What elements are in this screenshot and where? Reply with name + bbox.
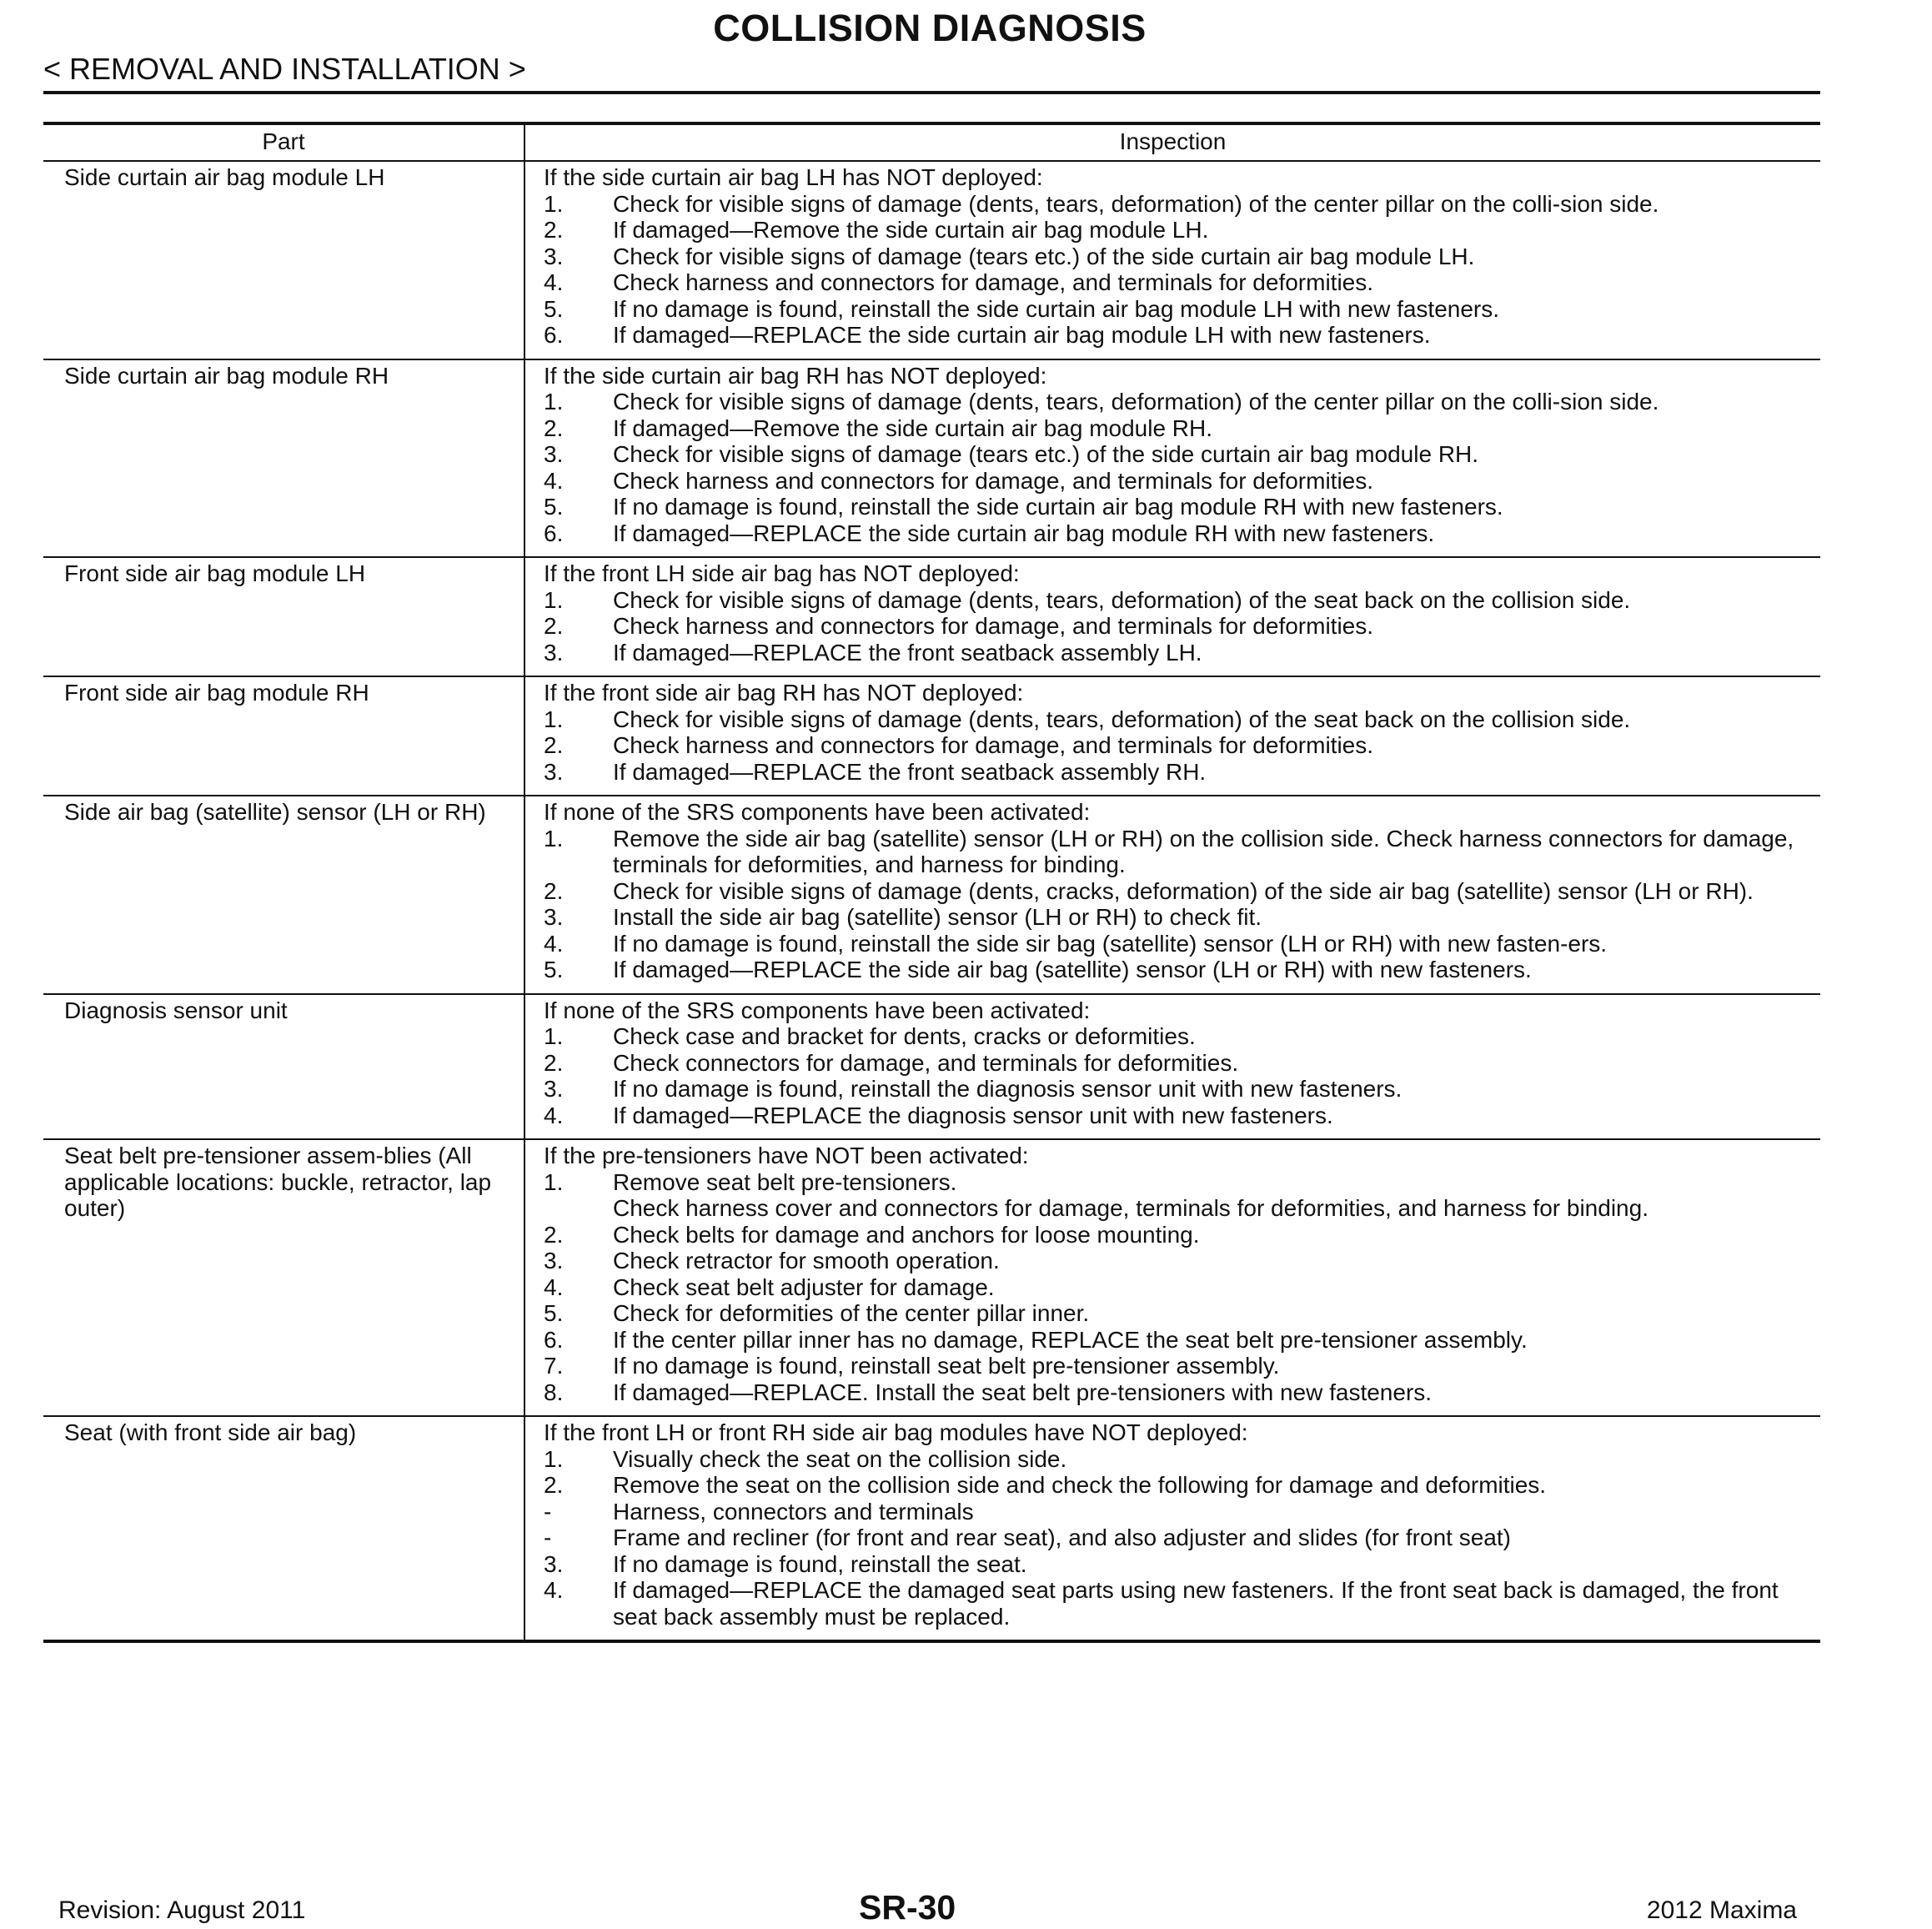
- step-number: 1.: [544, 1023, 564, 1049]
- inspection-step: [544, 957, 1804, 983]
- table-row: [43, 796, 1820, 994]
- step-number: 1.: [544, 389, 564, 414]
- inspection-cell: [524, 557, 1820, 676]
- inspection-condition: If the front LH or front RH side air bag modules have NOT deployed:: [544, 1419, 1248, 1445]
- step-number: 7.: [544, 1353, 564, 1379]
- step-text: If no damage is found, reinstall the diagnosis sensor unit with new fasteners.: [613, 1076, 1403, 1102]
- inspection-step: [544, 613, 1804, 640]
- inspection-table: [43, 122, 1820, 1643]
- step-number: 2.: [544, 732, 564, 758]
- step-text: Check for deformities of the center pillar inner.: [613, 1300, 1090, 1326]
- part-cell: Side curtain air bag module RH: [43, 359, 524, 558]
- inspection-cell: [524, 1139, 1820, 1416]
- part-cell: Front side air bag module LH: [43, 557, 524, 676]
- part-cell: Front side air bag module RH: [43, 676, 524, 796]
- step-number: 4.: [544, 930, 564, 957]
- table-row: [43, 994, 1820, 1140]
- step-number: 2.: [544, 1049, 564, 1076]
- step-number: -: [544, 1525, 552, 1550]
- step-text: Check for visible signs of damage (tears etc.) of the side curtain air bag module LH.: [613, 243, 1475, 269]
- step-text: Check case and bracket for dents, cracks or deformities.: [613, 1023, 1196, 1049]
- step-number: 4.: [544, 1102, 564, 1128]
- step-number: 2.: [544, 877, 564, 904]
- step-text: Check harness cover and connectors for damage, terminals for deformities, and harness for binding.: [613, 1195, 1648, 1221]
- step-number: 6.: [544, 520, 564, 546]
- step-number: 1.: [544, 1445, 564, 1472]
- part-cell: Seat belt pre-tensioner assem-blies (All applicable locations: buckle, retractor, lap outer): [43, 1139, 524, 1416]
- inspection-step: [544, 1379, 1804, 1406]
- inspection-step: [544, 217, 1804, 244]
- table-row: [43, 676, 1820, 796]
- step-number: 4.: [544, 269, 564, 295]
- step-text: If damaged—REPLACE the side air bag (satellite) sensor (LH or RH) with new fasteners.: [613, 957, 1532, 982]
- footer-page-number: SR-30: [859, 1888, 956, 1926]
- step-text: Check for visible signs of damage (dents, tears, deformation) of the center pillar on the colli-sion side.: [613, 389, 1659, 414]
- step-number: 3.: [544, 904, 564, 930]
- inspection-step: [544, 468, 1804, 495]
- inspection-step: [544, 904, 1804, 931]
- step-text: If damaged—REPLACE the front seatback assembly LH.: [613, 639, 1202, 666]
- table-row: [43, 359, 1820, 558]
- step-text: If the center pillar inner has no damage, REPLACE the seat belt pre-tensioner assembly.: [613, 1326, 1528, 1353]
- inspection-cell: [524, 796, 1820, 994]
- step-number: [544, 1195, 613, 1222]
- step-text: Harness, connectors and terminals: [613, 1498, 974, 1525]
- step-text: If damaged—REPLACE the diagnosis sensor unit with new fasteners.: [613, 1102, 1333, 1128]
- inspection-step: [544, 389, 1804, 415]
- table-row: [43, 1416, 1820, 1641]
- inspection-step: [544, 759, 1804, 786]
- inspection-step: [544, 1248, 1804, 1274]
- footer-model: 2012 Maxima: [1646, 1896, 1797, 1924]
- inspection-step: [544, 494, 1804, 520]
- step-text: Check harness and connectors for damage, and terminals for deformities.: [613, 269, 1374, 295]
- inspection-condition: If none of the SRS components have been activated:: [544, 799, 1091, 825]
- inspection-step: [544, 1103, 1804, 1129]
- part-cell: Seat (with front side air bag): [43, 1416, 524, 1641]
- inspection-step: [544, 1023, 1804, 1050]
- inspection-step: [544, 415, 1804, 442]
- step-text: If no damage is found, reinstall the side sir bag (satellite) sensor (LH or RH) with new fasten-ers.: [613, 930, 1608, 957]
- inspection-step: [544, 191, 1804, 218]
- inspection-step: [544, 1076, 1804, 1103]
- inspection-cell: [524, 1416, 1820, 1641]
- inspection-step: [544, 244, 1804, 270]
- step-number: 3.: [544, 1550, 564, 1577]
- table-header-row: [43, 123, 1820, 161]
- part-cell: Side curtain air bag module LH: [43, 161, 524, 359]
- step-number: -: [544, 1498, 552, 1525]
- inspection-condition: If the pre-tensioners have NOT been activated:: [544, 1143, 1029, 1168]
- inspection-step: [544, 640, 1804, 666]
- column-header-inspection: Inspection: [524, 123, 1820, 161]
- inspection-condition: If the front side air bag RH has NOT deployed:: [544, 680, 1024, 706]
- inspection-step: [544, 1472, 1804, 1499]
- step-number: 2.: [544, 613, 564, 639]
- inspection-step: [544, 1050, 1804, 1077]
- inspection-condition: If the side curtain air bag RH has NOT deployed:: [544, 362, 1047, 389]
- part-cell: Side air bag (satellite) sensor (LH or RH): [43, 796, 524, 994]
- step-number: 2.: [544, 414, 564, 441]
- step-text: If damaged—REPLACE. Install the seat belt pre-tensioners with new fasteners.: [613, 1379, 1433, 1405]
- step-text: Remove the seat on the collision side and check the following for damage and deformities.: [613, 1472, 1547, 1498]
- inspection-step: [544, 1169, 1804, 1196]
- step-number: 3.: [544, 639, 564, 666]
- step-number: 1.: [544, 825, 564, 851]
- step-text: Check for visible signs of damage (dents, tears, deformation) of the seat back on the collision side.: [613, 586, 1631, 613]
- step-text: If damaged—REPLACE the front seatback assembly RH.: [613, 758, 1207, 785]
- inspection-step: [544, 1222, 1804, 1248]
- inspection-step: [544, 322, 1804, 349]
- inspection-cell: [524, 359, 1820, 558]
- step-text: If damaged—REPLACE the damaged seat parts using new fasteners. If the front seat back is damaged, the front seat back assembly must be replaced.: [613, 1577, 1779, 1630]
- step-text: If damaged—Remove the side curtain air bag module LH.: [613, 217, 1209, 243]
- step-number: 4.: [544, 1273, 564, 1300]
- inspection-step: [544, 441, 1804, 468]
- step-text: Check seat belt adjuster for damage.: [613, 1273, 995, 1300]
- step-text: If no damage is found, reinstall seat belt pre-tensioner assembly.: [613, 1353, 1280, 1379]
- step-number: 5.: [544, 295, 564, 322]
- inspection-step: [544, 269, 1804, 296]
- step-number: 1.: [544, 1168, 564, 1195]
- part-cell: Diagnosis sensor unit: [43, 994, 524, 1140]
- step-number: 5.: [544, 957, 564, 982]
- step-text: Check connectors for damage, and terminals for deformities.: [613, 1049, 1239, 1076]
- inspection-step: [544, 1353, 1804, 1379]
- step-text: Check belts for damage and anchors for loose mounting.: [613, 1221, 1200, 1248]
- table-row: [43, 161, 1820, 359]
- step-number: 8.: [544, 1379, 564, 1405]
- step-number: 3.: [544, 758, 564, 785]
- inspection-cell: [524, 994, 1820, 1140]
- step-number: 4.: [544, 467, 564, 494]
- step-number: 5.: [544, 1300, 564, 1326]
- header-rule: [43, 91, 1820, 94]
- inspection-step: [544, 732, 1804, 759]
- column-header-part: Part: [43, 123, 524, 161]
- step-text: Remove seat belt pre-tensioners.: [613, 1168, 957, 1195]
- inspection-step: [544, 931, 1804, 957]
- step-text: If no damage is found, reinstall the side curtain air bag module LH with new fasteners.: [613, 295, 1500, 322]
- step-number: 1.: [544, 706, 564, 732]
- inspection-condition: If the side curtain air bag LH has NOT deployed:: [544, 164, 1043, 190]
- step-text: If damaged—REPLACE the side curtain air bag module LH with new fasteners.: [613, 322, 1431, 348]
- step-text: If damaged—Remove the side curtain air bag module RH.: [613, 414, 1213, 441]
- inspection-step: [544, 1577, 1804, 1630]
- inspection-step: [544, 520, 1804, 547]
- step-number: 3.: [544, 1248, 564, 1273]
- inspection-step: [544, 878, 1804, 905]
- step-text: Check harness and connectors for damage, and terminals for deformities.: [613, 732, 1374, 758]
- step-number: 6.: [544, 322, 564, 348]
- step-number: 1.: [544, 190, 564, 217]
- section-heading: < REMOVAL AND INSTALLATION >: [43, 52, 526, 86]
- step-text: If damaged—REPLACE the side curtain air bag module RH with new fasteners.: [613, 520, 1435, 546]
- step-number: 1.: [544, 586, 564, 613]
- step-text: Check for visible signs of damage (dents, tears, deformation) of the center pillar on the colli-sion side.: [613, 190, 1659, 217]
- inspection-step: [544, 1195, 1804, 1222]
- step-text: Install the side air bag (satellite) sensor (LH or RH) to check fit.: [613, 904, 1262, 930]
- step-text: Check retractor for smooth operation.: [613, 1248, 1000, 1273]
- inspection-step: [544, 1327, 1804, 1354]
- step-text: If no damage is found, reinstall the side curtain air bag module RH with new fasteners.: [613, 494, 1503, 520]
- table-row: [43, 1139, 1820, 1416]
- inspection-step: [544, 1525, 1804, 1551]
- inspection-step: [544, 1274, 1804, 1301]
- inspection-step: [544, 1551, 1804, 1578]
- step-text: Frame and recliner (for front and rear seat), and also adjuster and slides (for front seat): [613, 1525, 1511, 1550]
- step-number: 2.: [544, 1221, 564, 1248]
- step-text: Check harness and connectors for damage, and terminals for deformities.: [613, 613, 1374, 639]
- step-number: 2.: [544, 1472, 564, 1498]
- inspection-cell: [524, 676, 1820, 796]
- inspection-step: [544, 826, 1804, 878]
- step-text: Visually check the seat on the collision side.: [613, 1445, 1067, 1472]
- step-number: 3.: [544, 243, 564, 269]
- step-text: If no damage is found, reinstall the seat.: [613, 1550, 1027, 1577]
- step-number: 2.: [544, 217, 564, 243]
- inspection-step: [544, 1300, 1804, 1327]
- step-text: Check for visible signs of damage (dents, cracks, deformation) of the side air bag (satellite) sensor (LH or RH).: [613, 877, 1754, 904]
- inspection-cell: [524, 161, 1820, 359]
- step-number: 6.: [544, 1326, 564, 1353]
- inspection-step: [544, 706, 1804, 733]
- table-body: [43, 161, 1820, 1641]
- footer-revision: Revision: August 2011: [58, 1896, 306, 1924]
- page-title: COLLISION DIAGNOSIS: [713, 7, 1147, 49]
- inspection-step: [544, 587, 1804, 614]
- step-number: 3.: [544, 441, 564, 467]
- step-text: Check for visible signs of damage (dents, tears, deformation) of the seat back on the collision side.: [613, 706, 1631, 732]
- step-text: Check for visible signs of damage (tears etc.) of the side curtain air bag module RH.: [613, 441, 1479, 467]
- inspection-step: [544, 296, 1804, 323]
- step-number: 3.: [544, 1076, 564, 1102]
- step-number: 4.: [544, 1577, 564, 1603]
- step-text: Remove the side air bag (satellite) sensor (LH or RH) on the collision side. Check harness connectors for damage, terminals for deformities, and harness for binding.: [613, 825, 1794, 877]
- step-number: 5.: [544, 494, 564, 520]
- step-text: Check harness and connectors for damage, and terminals for deformities.: [613, 467, 1374, 494]
- inspection-step: [544, 1499, 1804, 1525]
- inspection-condition: If the front LH side air bag has NOT deployed:: [544, 560, 1020, 586]
- table-row: [43, 557, 1820, 676]
- inspection-step: [544, 1446, 1804, 1473]
- inspection-condition: If none of the SRS components have been activated:: [544, 997, 1091, 1023]
